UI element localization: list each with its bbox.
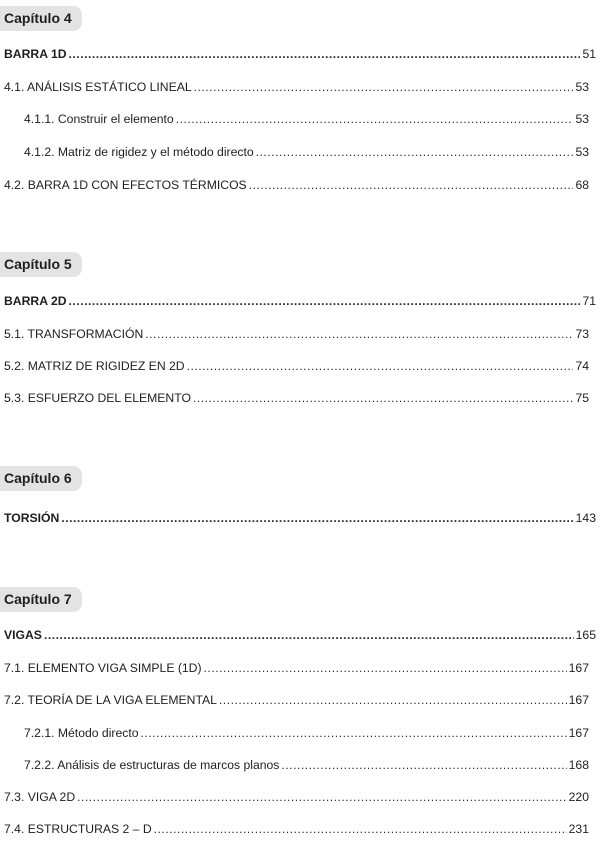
toc-entry-title: 5.3. ESFUERZO DEL ELEMENTO xyxy=(4,391,191,405)
toc-entry xyxy=(4,788,589,806)
dot-leader xyxy=(44,626,574,644)
chapter-label: Capítulo 7 xyxy=(4,591,72,607)
toc-entry-page: 165 xyxy=(575,628,596,642)
dot-leader xyxy=(141,724,567,742)
toc-entry-page: 73 xyxy=(575,327,589,341)
dot-leader xyxy=(194,78,574,96)
dot-leader xyxy=(145,325,573,343)
chapter-label: Capítulo 5 xyxy=(4,256,72,272)
toc-entry xyxy=(4,389,589,407)
toc-entry-title: 5.1. TRANSFORMACIÓN xyxy=(4,327,144,341)
toc-entry-title: 7.4. ESTRUCTURAS 2 – D xyxy=(4,822,152,836)
toc-entry-title: 7.2.2. Análisis de estructuras de marcos planos xyxy=(24,758,280,772)
toc-entry-title: 7.3. VIGA 2D xyxy=(4,790,76,804)
dot-leader xyxy=(187,357,574,375)
chapter-heading-5 xyxy=(0,252,82,277)
dot-leader xyxy=(193,389,574,407)
toc-entry-page: 75 xyxy=(575,391,589,405)
chapter-heading-7 xyxy=(0,587,82,612)
toc-entry-page: 168 xyxy=(568,758,589,772)
toc-entry-page: 53 xyxy=(575,145,589,159)
toc-entry-page: 53 xyxy=(575,80,589,94)
chapter-heading-4 xyxy=(0,6,82,31)
toc-entry-page: 167 xyxy=(568,661,589,675)
toc-entry xyxy=(4,357,589,375)
toc-entry xyxy=(4,659,589,677)
dot-leader xyxy=(77,788,567,806)
toc-entry xyxy=(4,820,589,838)
dot-leader xyxy=(219,691,567,709)
toc-entry-title: VIGAS xyxy=(4,628,42,642)
toc-entry xyxy=(24,724,589,742)
toc-entry-title: 5.2. MATRIZ DE RIGIDEZ EN 2D xyxy=(4,359,185,373)
toc-entry-title: 4.1.2. Matriz de rigidez y el método directo xyxy=(24,145,254,159)
toc-entry-page: 167 xyxy=(568,693,589,707)
toc-entry-page: 51 xyxy=(582,47,596,61)
dot-leader xyxy=(281,756,566,774)
toc-entry-title: BARRA 1D xyxy=(4,47,67,61)
chapter-label: Capítulo 4 xyxy=(4,10,72,26)
toc-entry xyxy=(4,176,589,194)
toc-entry-page: 143 xyxy=(575,511,596,525)
dot-leader xyxy=(249,176,574,194)
toc-entry xyxy=(24,110,589,128)
dot-leader xyxy=(204,659,567,677)
toc-entry xyxy=(4,325,589,343)
toc-entry xyxy=(4,626,596,644)
toc-entry-page: 53 xyxy=(575,112,589,126)
toc-entry-title: 4.1. ANÁLISIS ESTÁTICO LINEAL xyxy=(4,80,192,94)
toc-entry-title: 7.1. ELEMENTO VIGA SIMPLE (1D) xyxy=(4,661,202,675)
dot-leader xyxy=(69,45,581,63)
chapter-heading-6 xyxy=(0,466,82,491)
toc-entry xyxy=(4,509,596,527)
toc-entry xyxy=(4,45,596,63)
dot-leader xyxy=(61,509,573,527)
toc-entry-page: 167 xyxy=(568,726,589,740)
toc-entry-title: 4.2. BARRA 1D CON EFECTOS TÉRMICOS xyxy=(4,178,247,192)
toc-entry-page: 220 xyxy=(568,790,589,804)
toc-entry-title: 4.1.1. Construir el elemento xyxy=(24,112,174,126)
toc-entry xyxy=(24,756,589,774)
dot-leader xyxy=(154,820,567,838)
toc-entry-title: TORSIÓN xyxy=(4,511,60,525)
toc-entry-page: 74 xyxy=(575,359,589,373)
toc-entry-page: 231 xyxy=(568,822,589,836)
toc-entry-title: 7.2.1. Método directo xyxy=(24,726,139,740)
toc-entry xyxy=(24,143,589,161)
toc-entry-page: 68 xyxy=(575,178,589,192)
toc-entry xyxy=(4,691,589,709)
toc-entry xyxy=(4,292,596,310)
toc-entry-title: BARRA 2D xyxy=(4,294,67,308)
dot-leader xyxy=(69,292,581,310)
dot-leader xyxy=(256,143,574,161)
toc-entry-title: 7.2. TEORÍA DE LA VIGA ELEMENTAL xyxy=(4,693,217,707)
toc-entry xyxy=(4,78,589,96)
toc-entry-page: 71 xyxy=(582,294,596,308)
chapter-label: Capítulo 6 xyxy=(4,470,72,486)
dot-leader xyxy=(176,110,574,128)
